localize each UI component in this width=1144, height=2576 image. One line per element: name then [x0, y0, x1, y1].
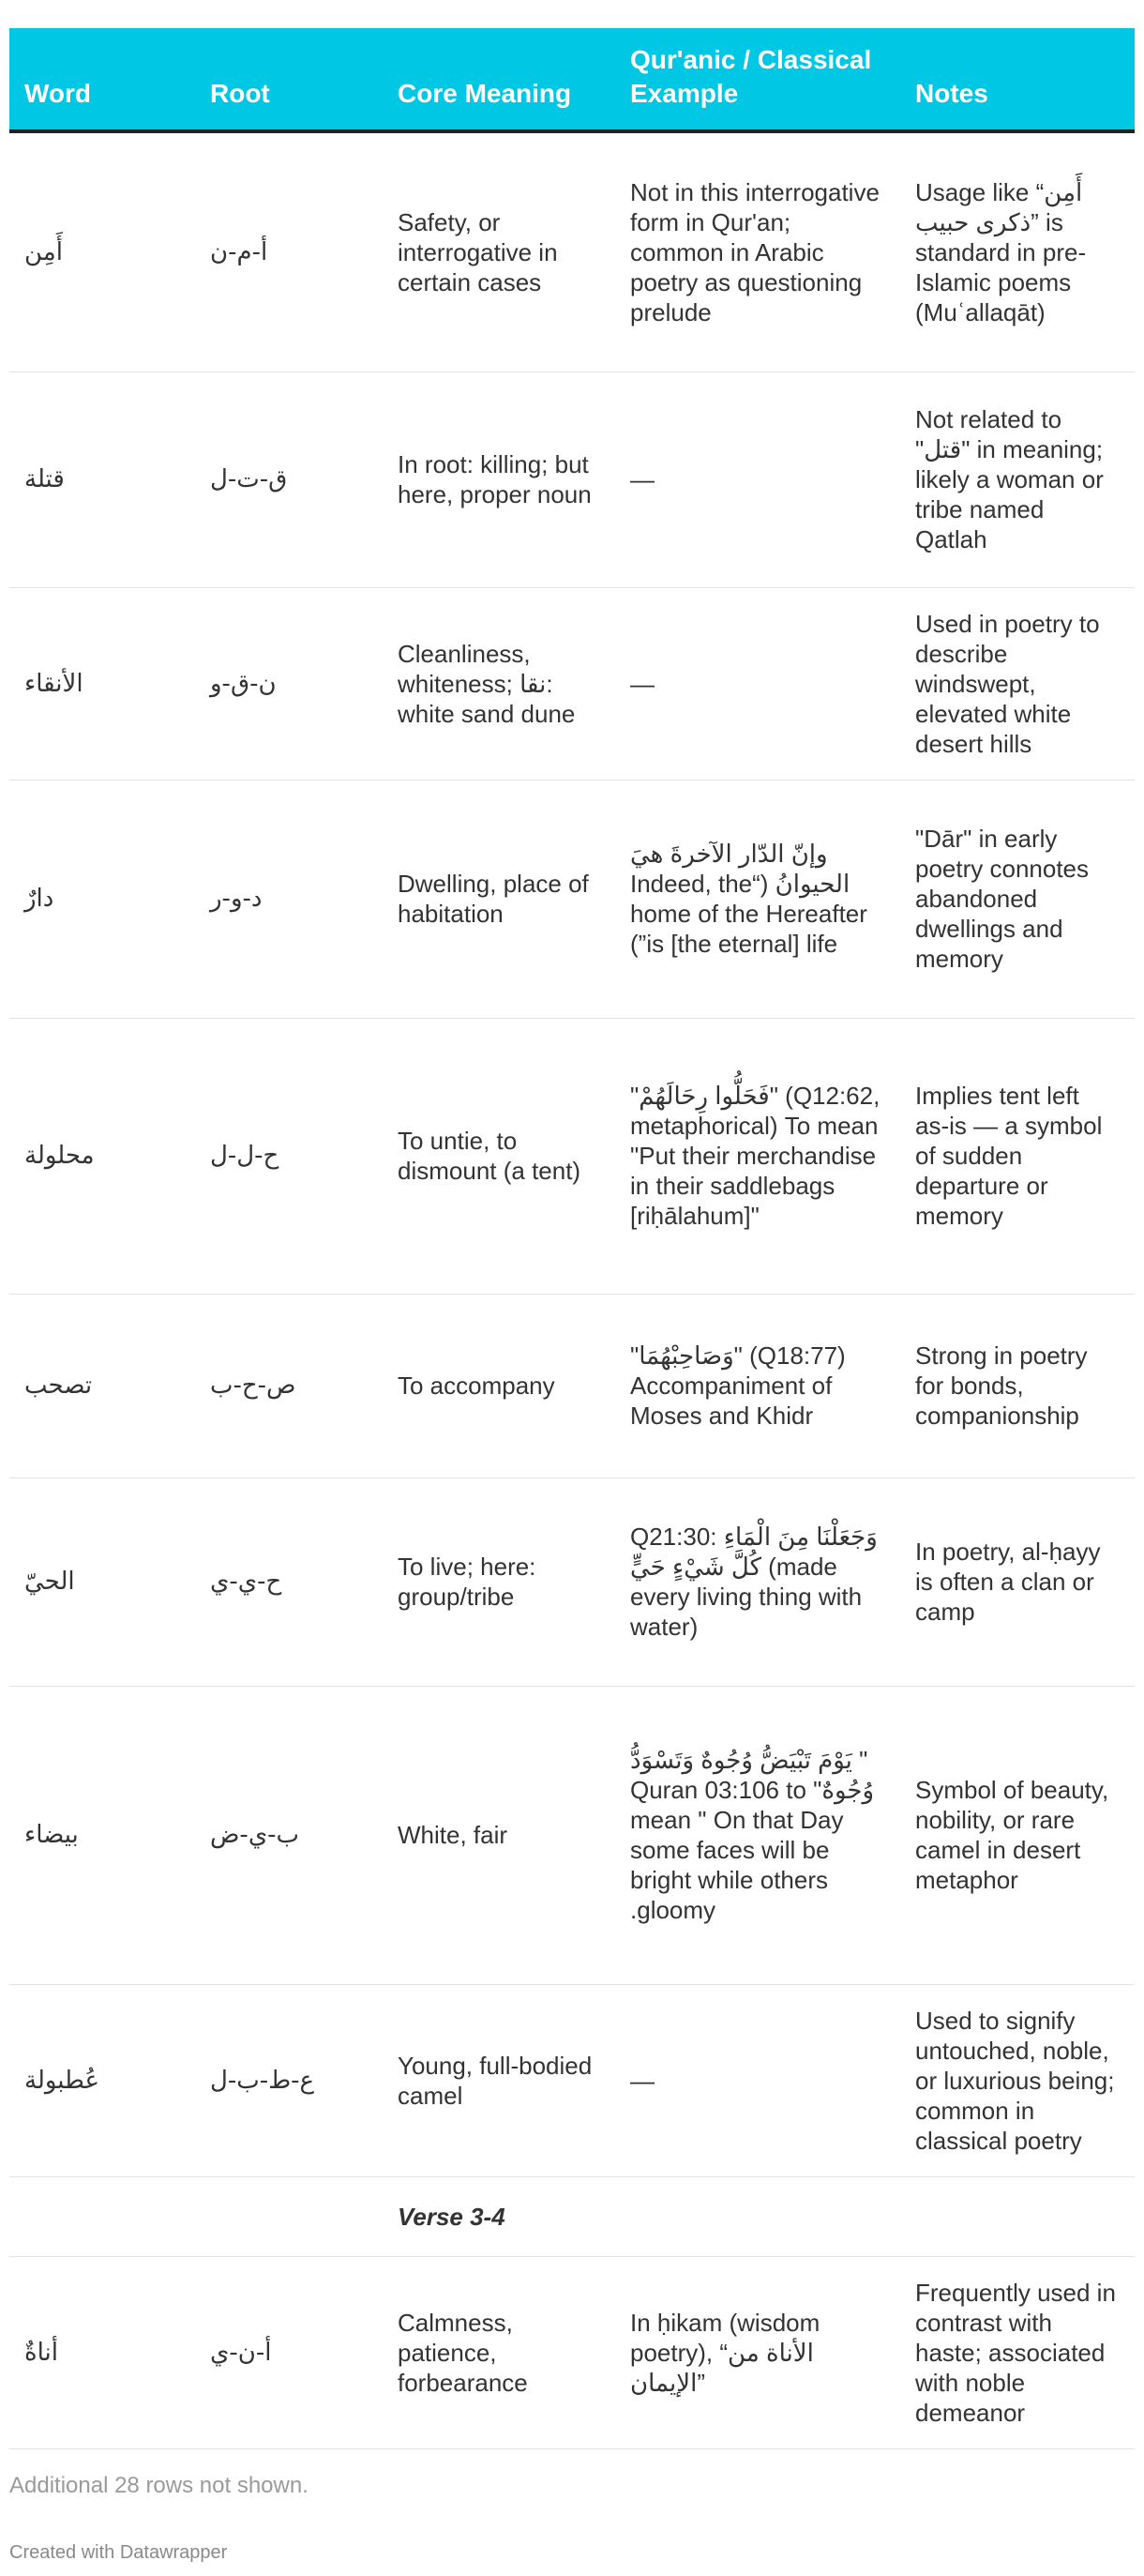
cell-meaning: Dwelling, place of habitation: [383, 780, 615, 1018]
cell-example: Not in this interrogative form in Qur'an; common in Arabic poetry as questioning prelude: [615, 131, 900, 371]
cell-meaning: In root: killing; but here, proper noun: [383, 371, 615, 587]
header-example[interactable]: Qur'anic / Classical Example: [615, 28, 900, 131]
cell-word: الأنقاء: [9, 587, 195, 780]
cell-example: —: [615, 587, 900, 780]
cell-word: دارٌ: [9, 780, 195, 1018]
cell-notes: Implies tent left as-is — a symbol of sudden departure or memory: [900, 1018, 1135, 1294]
cell-example: "فَحَلُّوا رِحَالَهُمْ" (Q12:62, metaphorical) To mean "Put their merchandise in their saddlebags [riḥālahum]": [615, 1018, 900, 1294]
cell-word: قتلة: [9, 371, 195, 587]
table-row: [9, 1294, 1135, 1477]
table-row: [9, 1018, 1135, 1294]
cell-example: "وَصَاحِبْهُمَا" (Q18:77) Accompaniment of Moses and Khidr: [615, 1294, 900, 1477]
cell-example: —: [615, 1984, 900, 2176]
cell-word: عُطبولة: [9, 1984, 195, 2176]
section-empty-cell: [9, 2176, 195, 2256]
table-row: [9, 371, 1135, 587]
cell-meaning: To untie, to dismount (a tent): [383, 1018, 615, 1294]
cell-notes: Used in poetry to describe windswept, elevated white desert hills: [900, 587, 1135, 780]
cell-notes: Used to signify untouched, noble, or luxurious being; common in classical poetry: [900, 1984, 1135, 2176]
cell-example: وإنّ الدّار الآخرةَ هيَ الحيوانُ (“Indeed, the home of the Hereafter is [the eternal] life”): [615, 780, 900, 1018]
cell-root: د-و-ر: [195, 780, 383, 1018]
cell-root: ب-ي-ض: [195, 1686, 383, 1984]
cell-notes: In poetry, al-ḥayy is often a clan or camp: [900, 1477, 1135, 1686]
cell-notes: Symbol of beauty, nobility, or rare camel in desert metaphor: [900, 1686, 1135, 1984]
cell-notes: Not related to "قتل" in meaning; likely a woman or tribe named Qatlah: [900, 371, 1135, 587]
cell-root: ح-ي-ي: [195, 1477, 383, 1686]
cell-word: محلولة: [9, 1018, 195, 1294]
cell-example: " يَوْمَ تَبْيَضُّ وُجُوهٌ وَتَسْوَدُّ وُجُوهٌ" Quran 03:106 to mean " On that Day some faces will be bright while others gloomy.: [615, 1686, 900, 1984]
table-row: [9, 1984, 1135, 2176]
header-row: [9, 28, 1135, 131]
cell-root: أ-ن-ي: [195, 2256, 383, 2448]
cell-word: تصحب: [9, 1294, 195, 1477]
cell-root: ح-ل-ل: [195, 1018, 383, 1294]
cell-meaning: White, fair: [383, 1686, 615, 1984]
cell-notes: Frequently used in contrast with haste; associated with noble demeanor: [900, 2256, 1135, 2448]
cell-example: Q21:30: وَجَعَلْنَا مِنَ الْمَاءِ كُلَّ شَيْءٍ حَيٍّ (made every living thing with water): [615, 1477, 900, 1686]
cell-notes: Usage like “أَمِن ذكرى حبيب” is standard in pre-Islamic poems (Muʿallaqāt): [900, 131, 1135, 371]
header-root[interactable]: Root: [195, 28, 383, 131]
cell-meaning: Young, full-bodied camel: [383, 1984, 615, 2176]
cell-meaning: To accompany: [383, 1294, 615, 1477]
cell-meaning: Cleanliness, whiteness; نقا: white sand dune: [383, 587, 615, 780]
section-empty-cell: [900, 2176, 1135, 2256]
cell-root: ع-ط-ب-ل: [195, 1984, 383, 2176]
table-row: [9, 131, 1135, 371]
cell-word: أناةٌ: [9, 2256, 195, 2448]
cell-example: In ḥikam (wisdom poetry), “الأناة من الإيمان”: [615, 2256, 900, 2448]
cell-notes: "Dār" in early poetry connotes abandoned dwellings and memory: [900, 780, 1135, 1018]
more-rows-note: Additional 28 rows not shown.: [9, 2473, 309, 2498]
table-row: [9, 587, 1135, 780]
header-notes[interactable]: Notes: [900, 28, 1135, 131]
cell-word: بيضاء: [9, 1686, 195, 1984]
header-word[interactable]: Word: [9, 28, 195, 131]
vocabulary-table: [9, 28, 1135, 2449]
section-empty-cell: [195, 2176, 383, 2256]
cell-root: ص-ح-ب: [195, 1294, 383, 1477]
section-empty-cell: [615, 2176, 900, 2256]
table-row: [9, 1686, 1135, 1984]
cell-word: أَمِن: [9, 131, 195, 371]
table-header: [9, 28, 1135, 131]
datawrapper-credit[interactable]: Created with Datawrapper: [9, 2542, 228, 2563]
table-row: [9, 780, 1135, 1018]
cell-root: ق-ت-ل: [195, 371, 383, 587]
data-table-container: [9, 28, 1135, 2449]
section-row: [9, 2176, 1135, 2256]
cell-root: أ-م-ن: [195, 131, 383, 371]
cell-meaning: Calmness, patience, forbearance: [383, 2256, 615, 2448]
header-core-meaning[interactable]: Core Meaning: [383, 28, 615, 131]
cell-example: —: [615, 371, 900, 587]
table-row: [9, 1477, 1135, 1686]
cell-meaning: To live; here: group/tribe: [383, 1477, 615, 1686]
cell-word: الحيّ: [9, 1477, 195, 1686]
cell-root: ن-ق-و: [195, 587, 383, 780]
cell-meaning: Safety, or interrogative in certain cases: [383, 131, 615, 371]
table-row: [9, 2256, 1135, 2448]
section-label: Verse 3-4: [383, 2176, 615, 2256]
table-body: [9, 131, 1135, 2448]
cell-notes: Strong in poetry for bonds, companionship: [900, 1294, 1135, 1477]
